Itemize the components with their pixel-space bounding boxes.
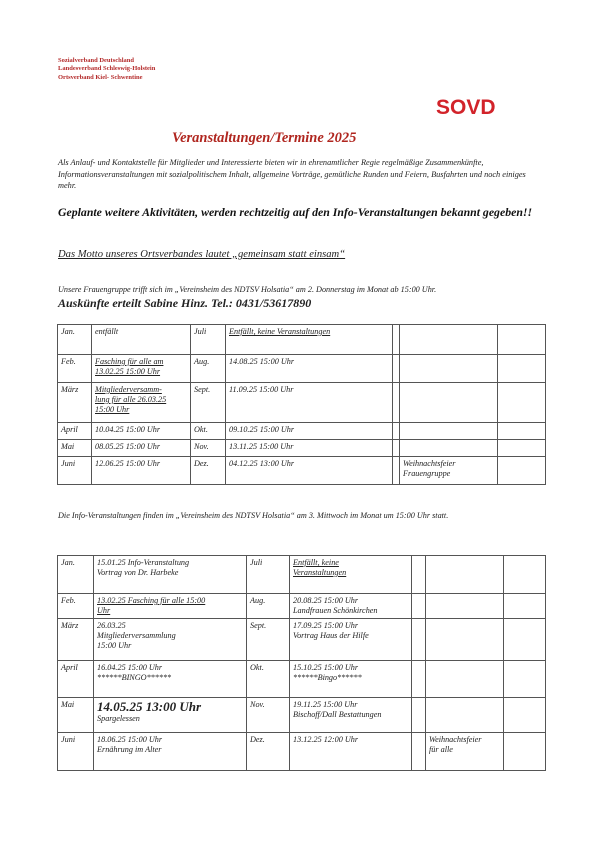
event-cell: 26.03.25 Mitgliederversammlung 15:00 Uhr [94, 619, 247, 661]
note-cell [426, 661, 504, 698]
page-title: Veranstaltungen/Termine 2025 [172, 130, 357, 146]
event-cell: 04.12.25 13:00 Uhr [226, 457, 393, 485]
month-cell: März [58, 383, 92, 423]
spacer-cell [393, 383, 400, 423]
empty-cell [498, 383, 546, 423]
empty-cell [498, 325, 546, 355]
month-cell: Okt. [191, 423, 226, 440]
table-row [58, 619, 546, 661]
table-row [58, 355, 546, 383]
note-cell [400, 440, 498, 457]
event-cell: 13.12.25 12:00 Uhr [290, 733, 412, 771]
month-cell: Dez. [191, 457, 226, 485]
note-cell: Weihnachtsfeier Frauengruppe [400, 457, 498, 485]
spacer-cell [393, 440, 400, 457]
month-cell: Jan. [58, 556, 94, 594]
spacer-cell [412, 661, 426, 698]
note-cell [426, 619, 504, 661]
event-cell: Fasching für alle am 13.02.25 15:00 Uhr [92, 355, 191, 383]
event-cell: 14.08.25 15:00 Uhr [226, 355, 393, 383]
table-row [58, 661, 546, 698]
empty-cell [504, 661, 546, 698]
empty-cell [498, 457, 546, 485]
empty-cell [504, 619, 546, 661]
womens-group-info: Unsere Frauengruppe trifft sich im „Vereinsheim des NDTSV Holsatia“ am 2. Donnerstag im Monat ab 15:00 Uhr. [58, 285, 437, 294]
logo-text: SOVD [436, 96, 496, 119]
note-cell [426, 698, 504, 733]
womens-group-schedule-table [57, 324, 546, 485]
table-row [58, 457, 546, 485]
event-cell: 20.08.25 15:00 Uhr Landfrauen Schönkirchen [290, 594, 412, 619]
month-cell: Mai [58, 698, 94, 733]
month-cell: Juli [191, 325, 226, 355]
note-cell [400, 383, 498, 423]
org-line: Ortsverband Kiel- Schwentine [58, 73, 143, 81]
spacer-cell [412, 556, 426, 594]
month-cell: Juni [58, 457, 92, 485]
table-row [58, 383, 546, 423]
month-cell: April [58, 661, 94, 698]
event-cell: 17.09.25 15:00 Uhr Vortrag Haus der Hilfe [290, 619, 412, 661]
empty-cell [504, 556, 546, 594]
table-row [58, 423, 546, 440]
sovd-logo [436, 96, 516, 120]
note-cell [400, 325, 498, 355]
intro-paragraph: Als Anlauf- und Kontaktstelle für Mitglieder und Interessierte bieten wir in ehrenamtlicher Regie regelmäßige Zusammenkünfte, Informationsveranstaltungen mit sozialpolitischem Inhalt, allgemeine Vorträge, gemütliche Runden und Feiern, Busfahrten und noch einiges mehr. [58, 158, 526, 191]
month-cell: Juni [58, 733, 94, 771]
event-cell: 19.11.25 15:00 Uhr Bischoff/Dall Bestattungen [290, 698, 412, 733]
month-cell: Nov. [191, 440, 226, 457]
empty-cell [498, 440, 546, 457]
month-cell: Nov. [247, 698, 290, 733]
note-cell [426, 556, 504, 594]
month-cell: Juli [247, 556, 290, 594]
month-cell: Okt. [247, 661, 290, 698]
month-cell: März [58, 619, 94, 661]
table-row [58, 556, 546, 594]
month-cell: Jan. [58, 325, 92, 355]
spacer-cell [412, 733, 426, 771]
table-row [58, 440, 546, 457]
table-row [58, 325, 546, 355]
spacer-cell [393, 457, 400, 485]
month-cell: Aug. [191, 355, 226, 383]
table-row [58, 698, 546, 733]
event-cell: Entfällt, keine Veranstaltungen [290, 556, 412, 594]
table-row [58, 733, 546, 771]
note-cell: Weihnachtsfeier für alle [426, 733, 504, 771]
month-cell: Feb. [58, 594, 94, 619]
event-cell: 11.09.25 15:00 Uhr [226, 383, 393, 423]
event-cell: 16.04.25 15:00 Uhr ******BINGO****** [94, 661, 247, 698]
highlighted-date: 14.05.25 13:00 Uhr [97, 699, 202, 714]
event-cell: entfällt [92, 325, 191, 355]
activities-notice: Geplante weitere Aktivitäten, werden rechtzeitig auf den Info-Veranstaltungen bekannt gegeben!! [58, 205, 533, 219]
table-row [58, 594, 546, 619]
spacer-cell [393, 355, 400, 383]
motto: Das Motto unseres Ortsverbandes lautet „gemeinsam statt einsam“ [58, 249, 346, 260]
spacer-cell [393, 325, 400, 355]
org-line: Landesverband Schleswig-Holstein [58, 65, 156, 73]
empty-cell [504, 733, 546, 771]
spacer-cell [412, 619, 426, 661]
contact-info: Auskünfte erteilt Sabine Hinz. Tel.: 0431/53617890 [58, 296, 312, 310]
month-cell: April [58, 423, 92, 440]
month-cell: Mai [58, 440, 92, 457]
month-cell: Sept. [247, 619, 290, 661]
event-cell: 15.10.25 15:00 Uhr ******Bingo****** [290, 661, 412, 698]
org-line: Sozialverband Deutschland [58, 57, 135, 64]
event-cell: 18.06.25 15:00 Uhr Ernährung im Alter [94, 733, 247, 771]
info-events-text: Die Info-Veranstaltungen finden im „Vereinsheim des NDTSV Holsatia“ am 3. Mittwoch im Monat um 15:00 Uhr statt. [58, 511, 449, 520]
empty-cell [498, 355, 546, 383]
note-cell [400, 355, 498, 383]
spacer-cell [412, 698, 426, 733]
event-cell: 13.02.25 Fasching für alle 15:00 Uhr [94, 594, 247, 619]
month-cell: Dez. [247, 733, 290, 771]
month-cell: Feb. [58, 355, 92, 383]
month-cell: Aug. [247, 594, 290, 619]
event-cell: Entfällt, keine Veranstaltungen [226, 325, 393, 355]
spacer-cell [412, 594, 426, 619]
event-cell: 12.06.25 15:00 Uhr [92, 457, 191, 485]
note-cell [400, 423, 498, 440]
organization-header [58, 57, 155, 82]
event-cell [94, 698, 247, 733]
empty-cell [504, 594, 546, 619]
info-events-schedule-table [57, 555, 546, 771]
event-cell: Mitgliederversamm- lung für alle 26.03.25 15:00 Uhr [92, 383, 191, 423]
event-cell: 15.01.25 Info-Veranstaltung Vortrag von Dr. Harbeke [94, 556, 247, 594]
note-cell [426, 594, 504, 619]
event-cell: 09.10.25 15:00 Uhr [226, 423, 393, 440]
event-cell: 10.04.25 15:00 Uhr [92, 423, 191, 440]
event-cell: 13.11.25 15:00 Uhr [226, 440, 393, 457]
empty-cell [498, 423, 546, 440]
empty-cell [504, 698, 546, 733]
event-cell: 08.05.25 15:00 Uhr [92, 440, 191, 457]
month-cell: Sept. [191, 383, 226, 423]
spacer-cell [393, 423, 400, 440]
event-description: Spargelessen [97, 714, 140, 723]
